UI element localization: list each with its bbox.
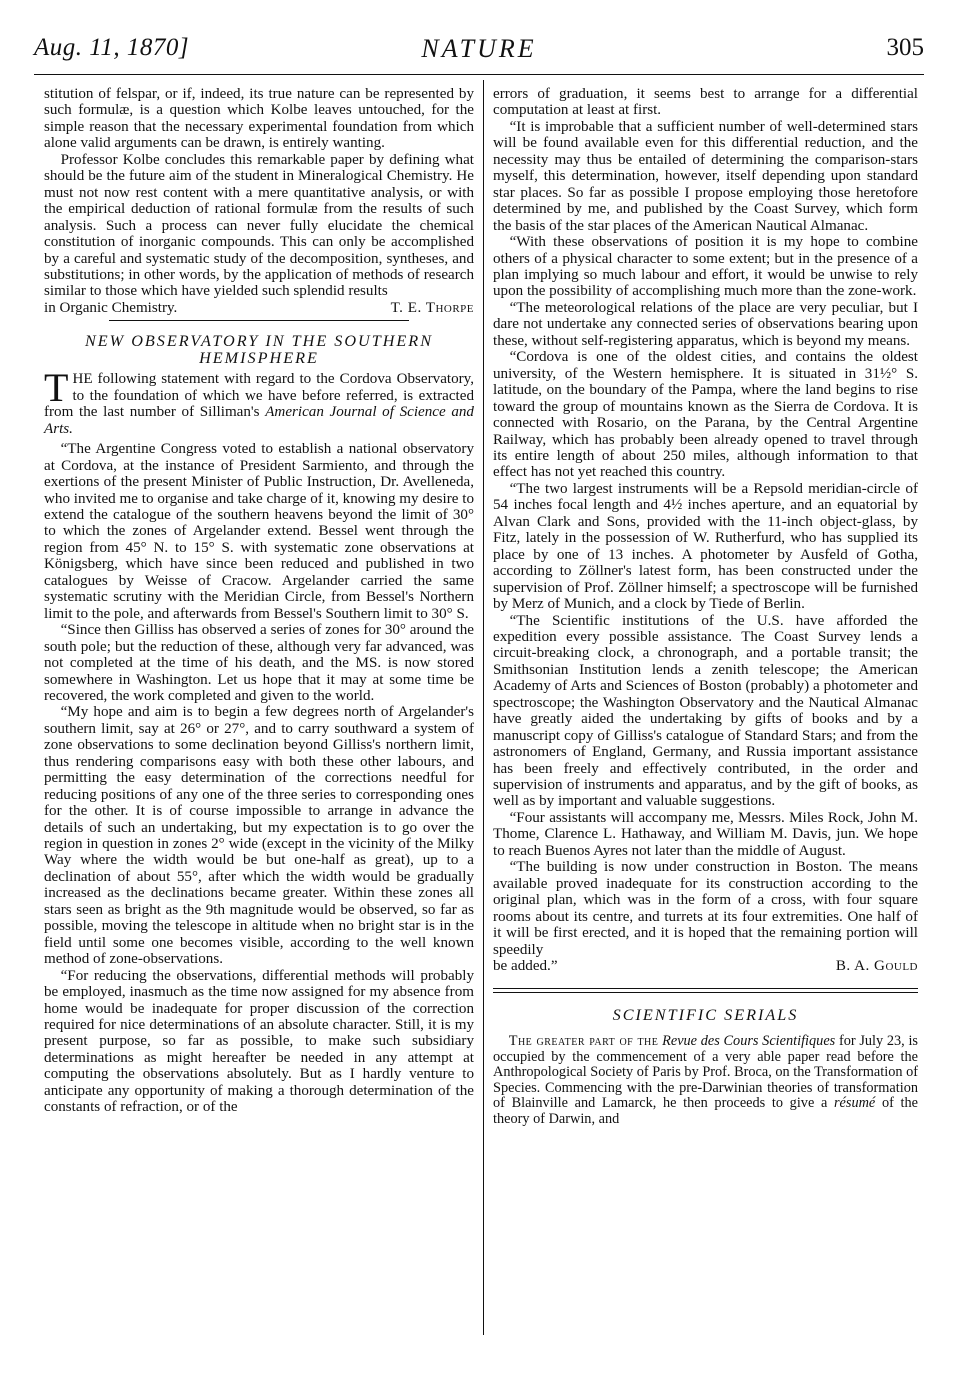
paragraph-end: be added.” bbox=[493, 958, 558, 975]
article-title bbox=[44, 333, 474, 367]
issue-date: Aug. 11, 1870] bbox=[34, 34, 190, 61]
column-divider bbox=[483, 80, 484, 1335]
author-name: T. E. Thorpe bbox=[390, 299, 474, 316]
right-column bbox=[493, 86, 918, 1127]
paragraph: errors of graduation, it seems best to arrange for a differential computation at least at first. bbox=[493, 86, 918, 119]
quote-paragraph: “The two largest instruments will be a Repsold meridian-circle of 54 inches focal length and 4½ inches aperture, and an equatorial by Alvan Clark and Sons, provided with the 11-inch object-glass, by Fitz, lately in the possession of W. Rutherfurd, who has supplied its place by one of 13 inches. A photometer by Ausfeld of Gotha, according to Zöllner's latest form, has been constructed under the supervision of Prof. Zöllner himself; a spectroscope will be furnished by Merz of Munich, and a clock by Tiede of Berlin. bbox=[493, 480, 918, 613]
serials-text: for July 23, is occupied by the commencement of a very able paper read before the Anthropological Society of Paris by Prof. Broca, on the Transformation of Species. Commencing with the pre-Darwinian theories of transformation of Blainville and Lamarck, he then proceeds to give a bbox=[493, 1032, 918, 1112]
section-divider bbox=[109, 320, 409, 321]
quote-paragraph: “My hope and aim is to begin a few degrees north of Argelander's southern limit, say at 26° or 27°, and to carry southward a system of zone observations to some declination beyond Gilliss's northern limit, thus rendering comparisons easy with both these other labours, and permitting the easy determination of the corrections needful for reducing positions of any one of the three series to corresponding ones for the other. It is of course impossible to arrange in advance the details of such an undertaking, but my expectation is to go over the region in question in zones 2° wide (except in the vicinity of the Milky Way where the width would be but one-half as great), up to a declination of about 55°, after which the width would be gradually increased as the declinations became greater. Within these zones all stars seen as bright as the 9th magnitude would be observed, so far as possible, moving the telescope in altitude when no bright star is in the field until some one becomes visible, according to the well known method of zone-observations. bbox=[44, 704, 474, 968]
quote-paragraph: “The Scientific institutions of the U.S. have afforded the expedition every possible assistance. The Coast Survey lends a circuit-breaking clock, a chronograph, and a portable transit; the Smithsonian Institution lends a zenith telescope; the American Academy of Arts and Sciences of Boston (probably) a photometer and spectroscope; the Washington Observatory and the Nautical Almanac have greatly aided the undertaking by gifts of books and by a manuscript copy of Gilliss's catalogue of Standard Stars; and from the astronomers of England, Germany, and Russia important assistance has been freely and effectively contributed, in the order and supervision of instruments and apparatus, and by the gift of books, as well as by important and valuable suggestions. bbox=[493, 612, 918, 810]
quote-paragraph: “Since then Gilliss has observed a series of zones for 30° around the south pole; but the reduction of these, although very far advanced, was not completed at the time of his death, and the MS. is now stored somewhere in Washington. Let us hope that it may at some time be recovered, the work completed and given to the world. bbox=[44, 622, 474, 704]
emphasis: résumé bbox=[833, 1095, 876, 1112]
article-title-line: NEW OBSERVATORY IN THE SOUTHERN bbox=[85, 332, 433, 351]
left-column bbox=[44, 86, 474, 1116]
paragraph: Professor Kolbe concludes this remarkable paper by defining what should be the future aim of the student in Mineralogical Chemistry. He must not now rest content with a mere quantitative analysis, or with the empirical deduction of rational formulæ from the results of such analysis. Such a process can never fully elucidate the chemical constitution of inorganic compounds. This can only be accomplished by a careful and systematic study of the decomposition, syntheses, and substitutions; in other words, by the application of methods of research similar to those which have yielded such splendid results bbox=[44, 151, 474, 300]
drop-cap: T bbox=[44, 365, 69, 411]
article-title-line: HEMISPHERE bbox=[199, 349, 319, 368]
quote-paragraph: “With these observations of position it is my hope to combine others of a physical character to some extent; but in the presence of a plan implying so much labour and effort, it would be unwise to rely upon the possibility of accomplishing much more than the zone-work. bbox=[493, 234, 918, 300]
quote-paragraph: “Four assistants will accompany me, Messrs. Miles Rock, John M. Thome, Clarence L. Hathaway, and William M. Davis, jun. We hope to reach Buenos Ayres not later than the middle of August. bbox=[493, 809, 918, 859]
intro-paragraph bbox=[44, 365, 474, 437]
quote-paragraph: “The meteorological relations of the place are very peculiar, but I dare not undertake any connected series of observations bearing upon these, without self-registering apparatus, which is beyond my means. bbox=[493, 299, 918, 349]
signature-line bbox=[493, 958, 918, 974]
quote-paragraph: “The building is now under construction in Boston. The means available proved inadequate for its construction according to the original plan, which was in the form of a cross, with four square rooms about its centre, and turrets at its four extremities. One half of it will be first erected, and it is hoped that the remaining portion will speedily bbox=[493, 859, 918, 958]
section-double-rule bbox=[493, 988, 918, 993]
serials-paragraph bbox=[493, 1034, 918, 1128]
quote-paragraph: “Cordova is one of the oldest cities, and contains the oldest university, of the Western hemisphere. It is situated in 31½° S. latitude, on the boundary of the Pampa, where the land begins to rise toward the group of mountains known as the Sierra de Cordova. It is connected with Rosario, on the Parana, by the Central Argentine Railway, which has probably been already opened to travel through its entire length of about 250 miles, although information to that effect has not yet reached this country. bbox=[493, 349, 918, 481]
section-title: SCIENTIFIC SERIALS bbox=[612, 1006, 799, 1025]
author-name: B. A. Gould bbox=[835, 958, 918, 975]
signature-line bbox=[44, 300, 474, 316]
quote-paragraph: “For reducing the observations, differential methods will probably be employed, inasmuch as the time now assigned for my absence from home would be inadequate for proper discussion of the correction required for nice determinations of an absolute character. Still, it is my present purpose, so far as possible, to make such subsidiary determinations as might hereafter be needed in any attempt at computing the observations absolutely. But as I hardly venture to anticipate any opportunity of making a thorough determination of the constants of refraction, or of the bbox=[44, 967, 474, 1116]
page-number: 305 bbox=[886, 34, 924, 61]
header-rule bbox=[34, 74, 924, 75]
paragraph: stitution of felspar, or if, indeed, its true nature can be represented by such formulæ, is a question which Kolbe leaves untouched, for the simple reason that the necessary experimental foundation from which alone valid arguments can be drawn, is entirely wanting. bbox=[44, 86, 474, 152]
quote-paragraph: “It is improbable that a sufficient number of well-determined stars will be found available even for this differential reduction, and the necessity may thus be entailed of determining the comparison-stars myself, this determination, however, itself depending upon standard star places. So far as possible I propose employing those heretofore determined by me, and published by the Coast Survey, which form the basis of the star places of the American Nautical Almanac. bbox=[493, 118, 918, 234]
serials-text: of the theory of Darwin, and bbox=[493, 1095, 918, 1127]
running-header bbox=[34, 34, 924, 68]
journal-reference: American Journal of Science and Arts. bbox=[44, 404, 474, 437]
journal-reference: Revue des Cours Scientifiques bbox=[662, 1032, 836, 1049]
quote-paragraph: “The Argentine Congress voted to establish a national observatory at Cordova, at the instance of President Sarmiento, and through the exertions of the present Minister of Public Instruction, Dr. Avelleneda, who invited me to organise and take charge of it, knowing my desire to extend the catalogue of the southern heavens beyond the limit of 30° to which the zones of Argelander extend. Bessel went through the region from 45° N. to 15° S. with systematic zone observations at Königsberg, which have since been reduced and published in two catalogues by Weisse of Cracow. Argelander carried the same systematic scrutiny with the Meridian Circle, from Bessel's Northern limit to the pole, and afterwards from Bessel's Southern limit to 30° S. bbox=[44, 441, 474, 622]
journal-title: NATURE bbox=[421, 34, 537, 63]
serials-text: The greater part of the bbox=[508, 1032, 659, 1049]
intro-text: HE following statement with regard to the Cordova Observatory, to the foundation of which we have before referred, is extracted from the last number of Silliman's bbox=[44, 371, 474, 421]
paragraph-end: in Organic Chemistry. bbox=[44, 299, 178, 316]
